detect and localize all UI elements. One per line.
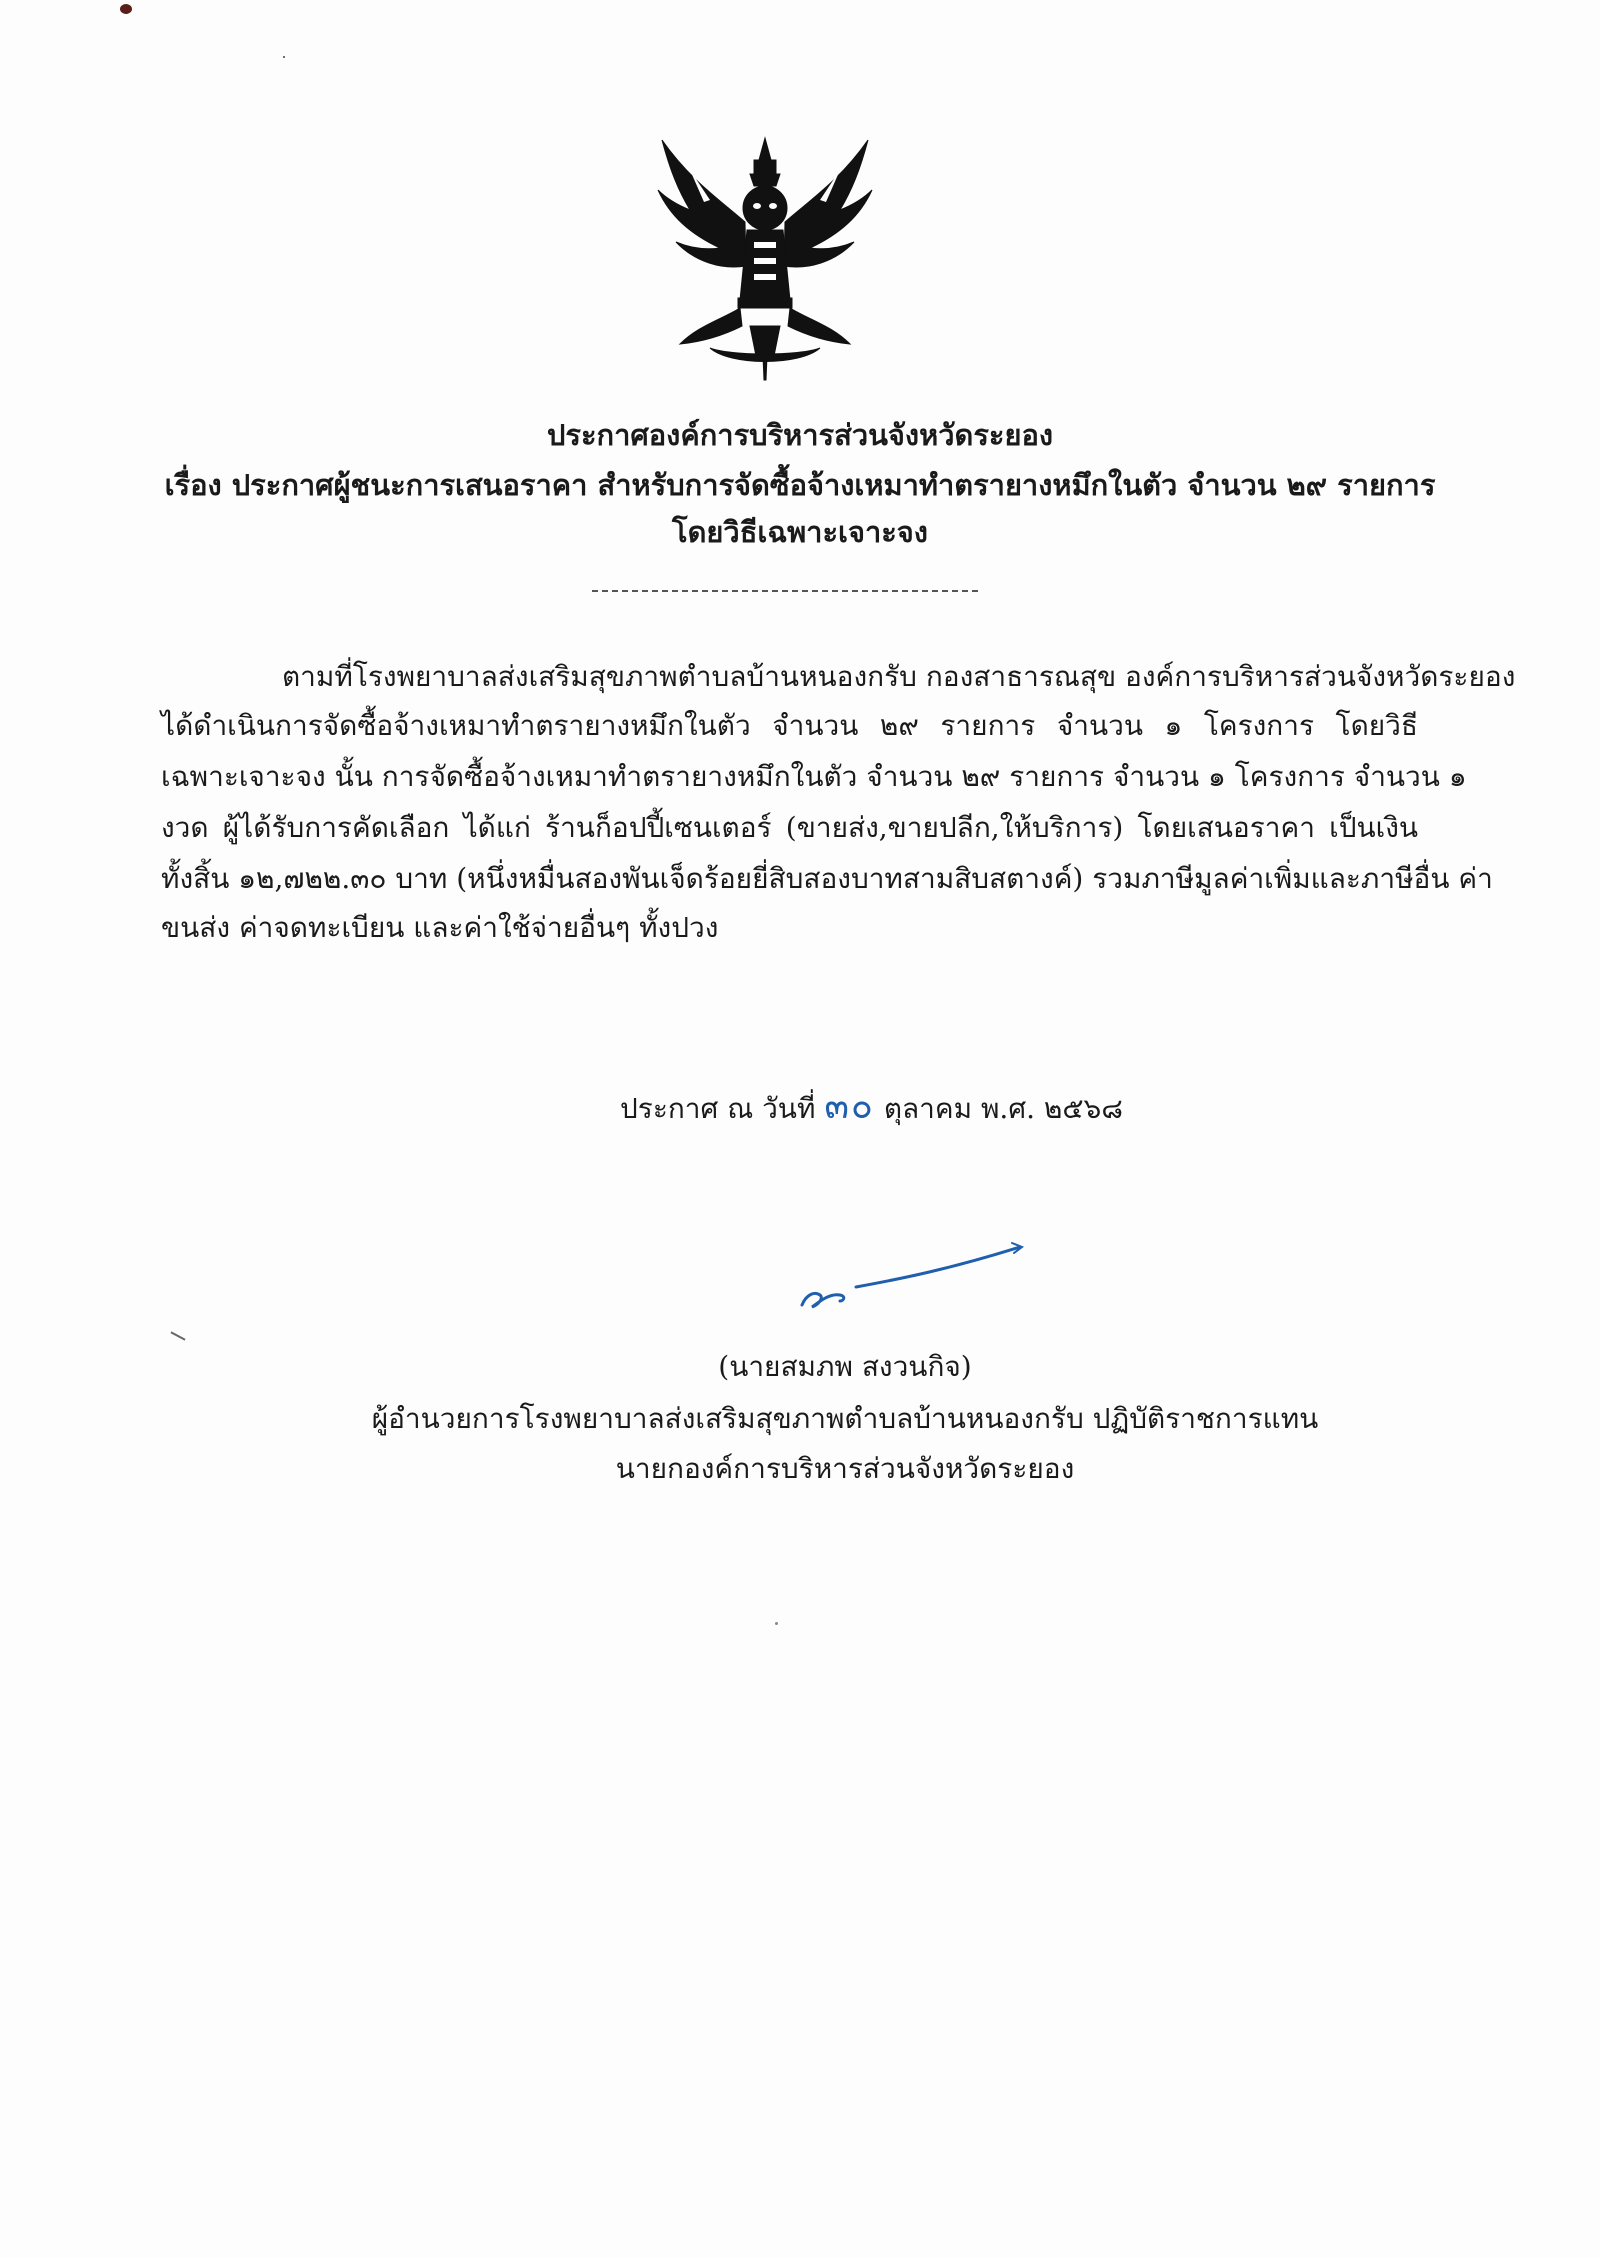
signatory-position: ผู้อำนวยการโรงพยาบาลส่งเสริมสุขภาพตำบลบ้านหนองกรับ ปฏิบัติราชการแทน bbox=[371, 1402, 1319, 1435]
procurement-method: โดยวิธีเฉพาะเจาะจง bbox=[672, 515, 928, 549]
body-line-1: ตามที่โรงพยาบาลส่งเสริมสุขภาพตำบลบ้านหนองกรับ กองสาธารณสุข องค์การบริหารส่วนจังหวัดระยอง bbox=[282, 660, 1516, 693]
body-line-3: เฉพาะเจาะจง นั้น การจัดซื้อจ้างเหมาทำตรายางหมึกในตัว จำนวน ๒๙ รายการ จำนวน ๑ โครงการ จำนวน ๑ bbox=[161, 760, 1467, 793]
date-month-year: ตุลาคม พ.ศ. ๒๕๖๘ bbox=[883, 1092, 1123, 1125]
dust-speck bbox=[283, 56, 285, 58]
date-prefix: ประกาศ ณ วันที่ bbox=[620, 1092, 816, 1125]
handwritten-day: ๓๐ bbox=[824, 1086, 875, 1127]
body-line-4: งวด ผู้ได้รับการคัดเลือก ได้แก่ ร้านก็อปปี้เซนเตอร์ (ขายส่ง,ขายปลีก,ให้บริการ) โดยเสนอราคา เป็นเงิน bbox=[161, 811, 1418, 844]
signatory-on-behalf: นายกองค์การบริหารส่วนจังหวัดระยอง bbox=[615, 1452, 1075, 1485]
body-line-2: ได้ดำเนินการจัดซื้อจ้างเหมาทำตรายางหมึกในตัว จำนวน ๒๙ รายการ จำนวน ๑ โครงการ โดยวิธี bbox=[161, 709, 1418, 742]
garuda-emblem-icon bbox=[650, 130, 880, 385]
document-subject: เรื่อง ประกาศผู้ชนะการเสนอราคา สำหรับการจัดซื้อจ้างเหมาทำตรายางหมึกในตัว จำนวน ๒๙ รายการ bbox=[164, 468, 1436, 502]
document-title: ประกาศองค์การบริหารส่วนจังหวัดระยอง bbox=[546, 418, 1054, 452]
signatory-name: (นายสมภพ สงวนกิจ) bbox=[718, 1350, 972, 1383]
announcement-date bbox=[620, 1085, 1123, 1131]
title-divider bbox=[592, 590, 978, 592]
body-line-5: ทั้งสิ้น ๑๒,๗๒๒.๓๐ บาท (หนึ่งหมื่นสองพันเจ็ดร้อยยี่สิบสองบาทสามสิบสตางค์) รวมภาษีมูลค่าเพิ่มและภาษีอื่น ค่า bbox=[161, 862, 1493, 895]
stray-pen-mark bbox=[170, 1331, 185, 1340]
body-line-6: ขนส่ง ค่าจดทะเบียน และค่าใช้จ่ายอื่นๆ ทั้งปวง bbox=[161, 911, 719, 944]
dust-speck bbox=[775, 1622, 778, 1625]
signature-icon bbox=[800, 1235, 1030, 1315]
ink-speck bbox=[120, 4, 132, 14]
